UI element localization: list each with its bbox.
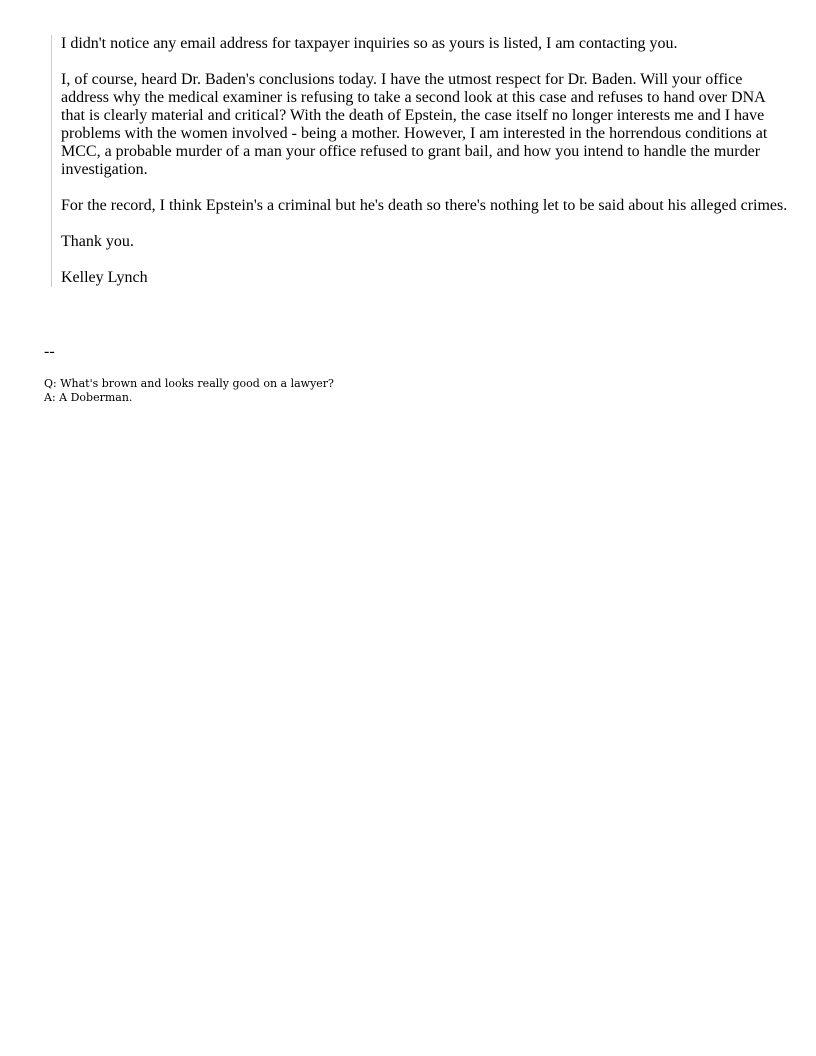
quoted-message	[51, 35, 791, 287]
message-paragraph-thanks: Thank you.	[61, 233, 134, 250]
signature-line-answer: A: A Doberman.	[44, 391, 133, 404]
message-paragraph-record: For the record, I think Epstein's a criminal but he's death so there's nothing let to be said about his alleged crimes.	[61, 197, 788, 214]
message-paragraph-baden: I, of course, heard Dr. Baden's conclusions today. I have the utmost respect for Dr. Baden. Will your office address why the medical examiner is refusing to take a second look at this case and refuses to hand over DNA that is clearly material and critical? With the death of Epstein, the case itself no longer interests me and I have problems with the women involved - being a mother. However, I am interested in the horrendous conditions at MCC, a probable murder of a man your office refused to grant bail, and how you intend to handle the murder investigation.	[61, 71, 768, 178]
signature-line-question: Q: What's brown and looks really good on a lawyer?	[44, 377, 334, 390]
message-paragraph-intro: I didn't notice any email address for taxpayer inquiries so as yours is listed, I am contacting you.	[61, 35, 678, 52]
email-signature	[44, 377, 334, 405]
message-sender-name: Kelley Lynch	[61, 269, 148, 286]
signature-separator: --	[44, 343, 55, 360]
